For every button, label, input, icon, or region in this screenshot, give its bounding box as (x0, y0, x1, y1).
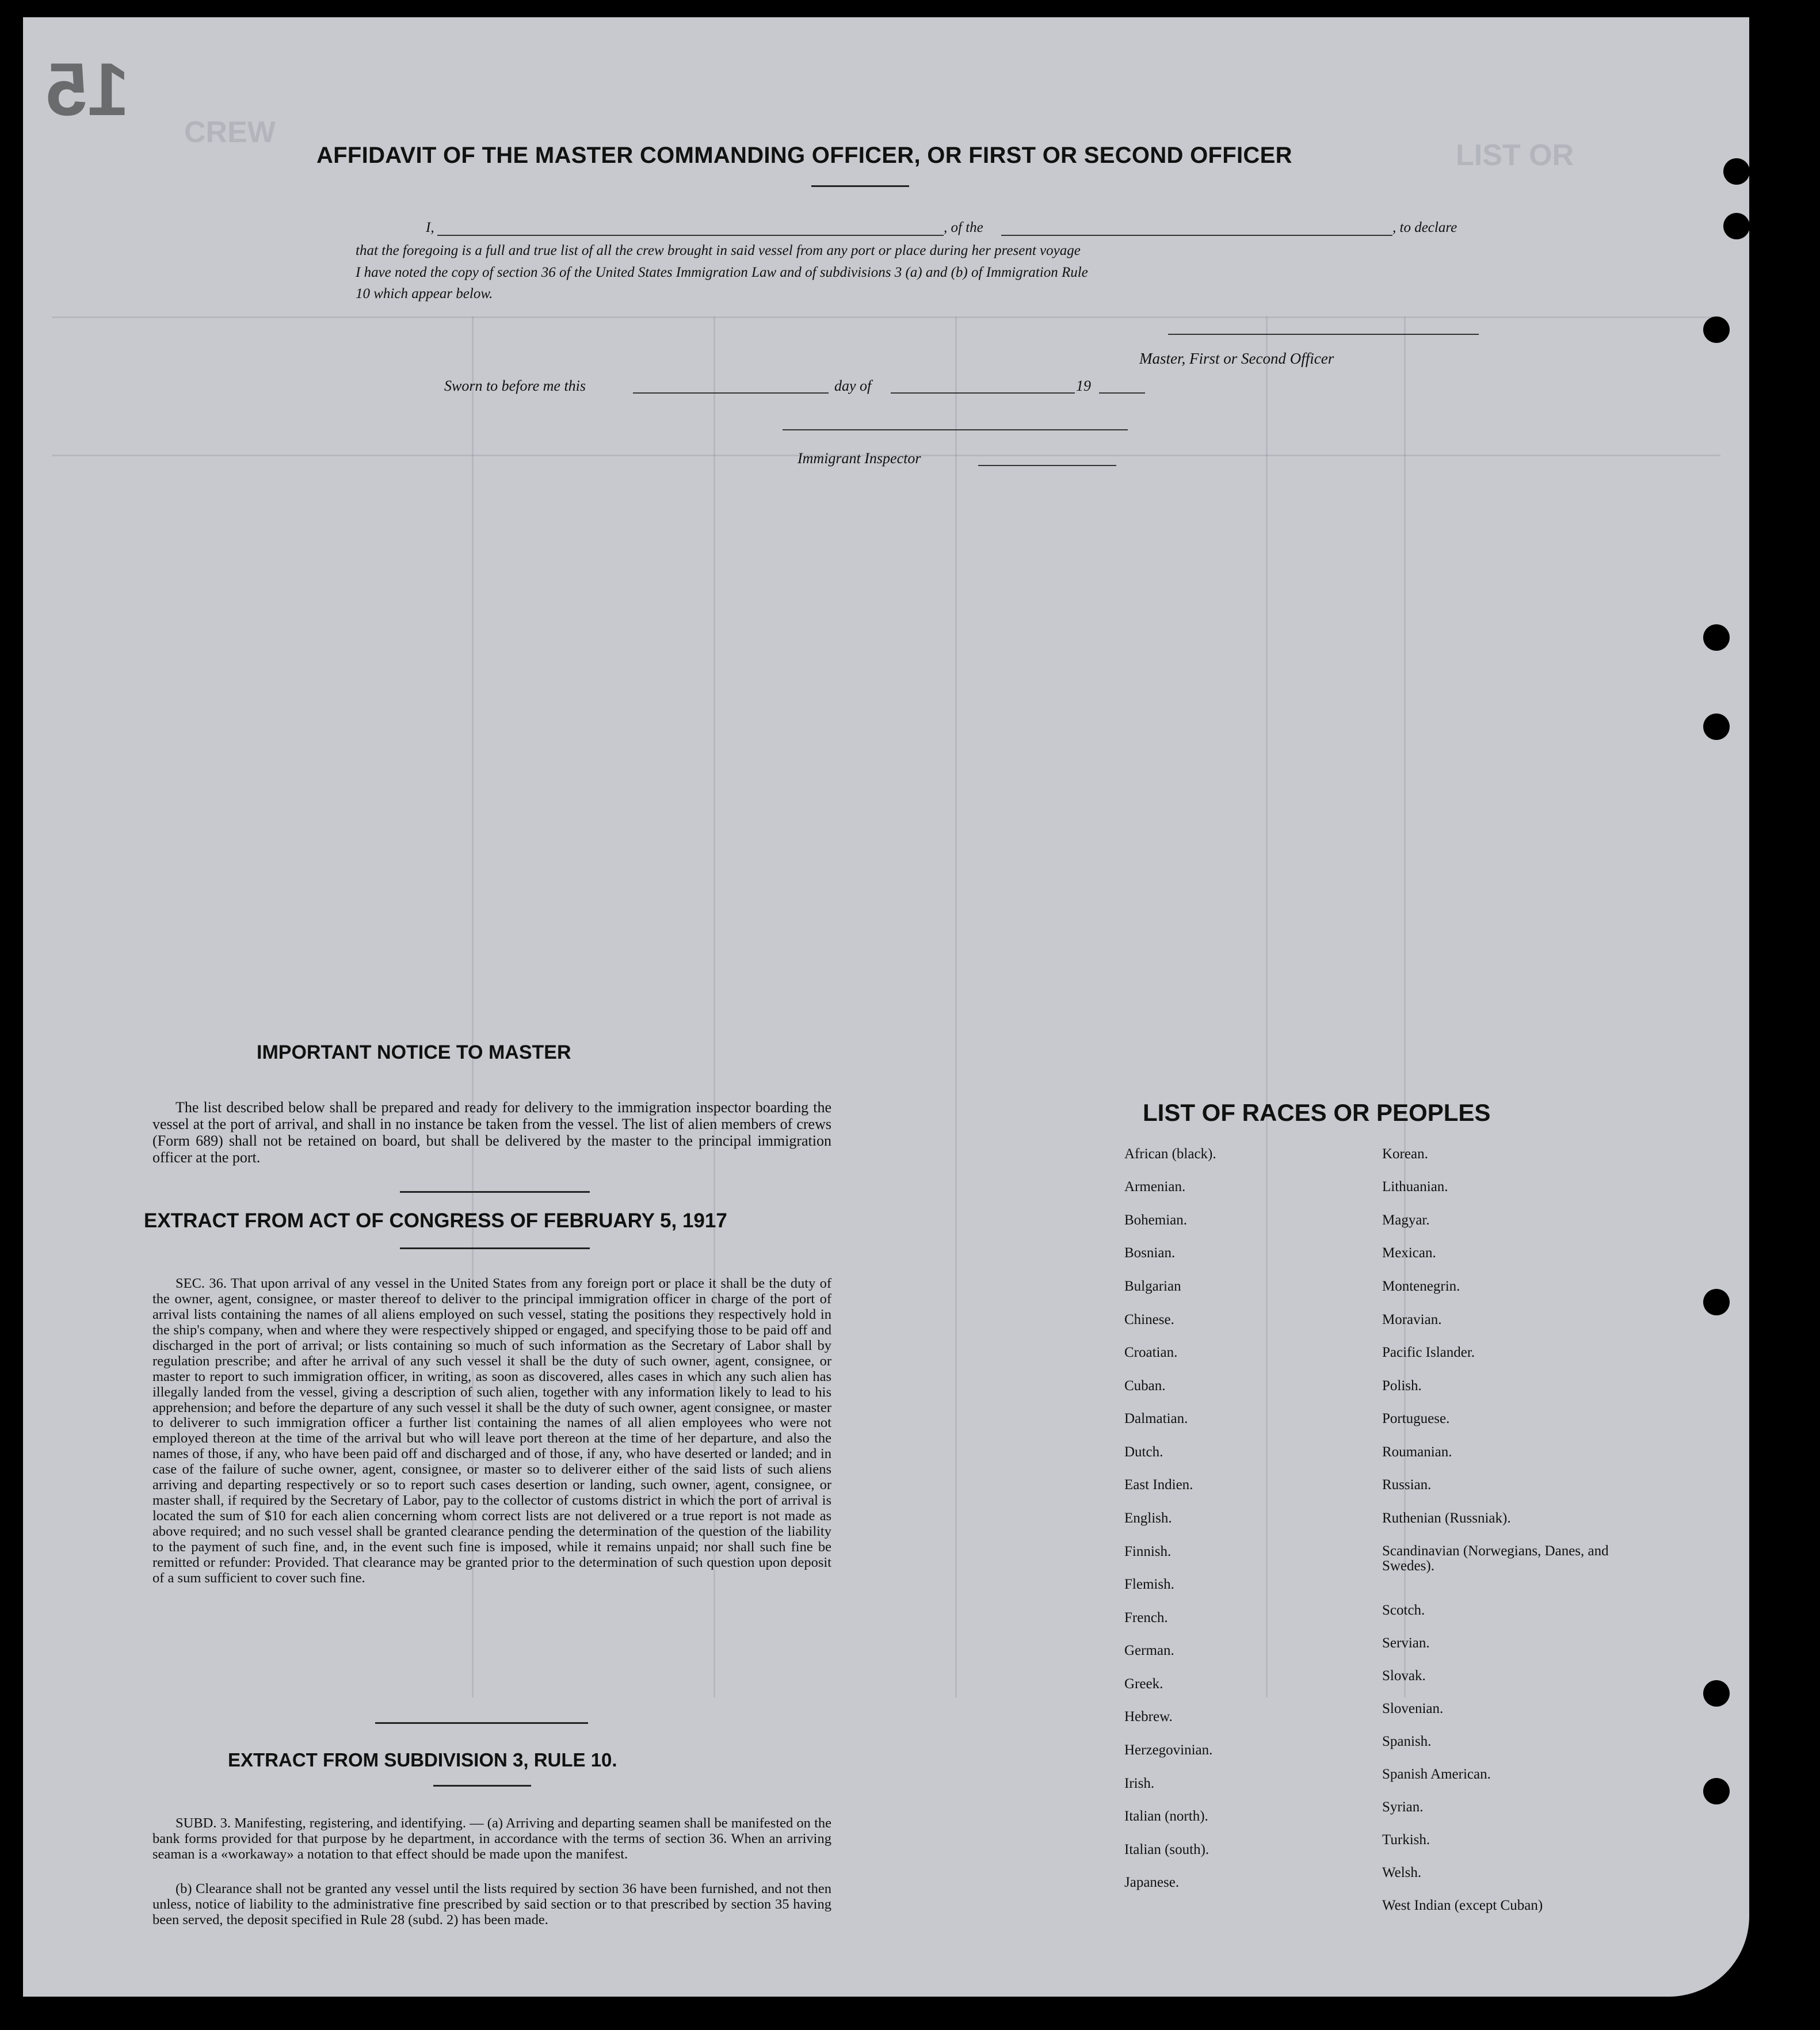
inspector-name-field[interactable] (978, 465, 1116, 466)
affidavit-line4: 10 which appear below. (356, 286, 493, 302)
race-item: Slovenian. (1382, 1701, 1444, 1716)
punch-hole (1703, 624, 1730, 651)
extract-rule-body-b: (b) Clearance shall not be granted any vessel until the lists required by section 36 have been furnished, and not then unless, notice of liability to the administrative fine prescribed by said section or to that prescribed by section 35 having been served, the deposit specified in Rule 28 (subd. 2) has been made. (152, 1881, 831, 1928)
race-item: Bosnian. (1124, 1245, 1176, 1261)
race-item: Korean. (1382, 1146, 1428, 1162)
sworn-day-of: day of (834, 377, 872, 394)
race-item: Italian (north). (1124, 1808, 1208, 1824)
sworn-prefix: Sworn to before me this (444, 377, 586, 394)
race-item: Polish. (1382, 1378, 1422, 1394)
affidavit-line2: that the foregoing is a full and true list of all the crew brought in said vessel from any port or place during her present voyage (356, 243, 1081, 258)
race-item: Syrian. (1382, 1799, 1424, 1815)
race-item: Armenian. (1124, 1179, 1186, 1195)
race-item: Montenegrin. (1382, 1279, 1460, 1294)
race-item: Dutch. (1124, 1444, 1163, 1460)
races-title: LIST OF RACES OR PEOPLES (1143, 1099, 1491, 1126)
race-item: Dalmatian. (1124, 1411, 1188, 1426)
extract-act-top-rule (400, 1191, 590, 1193)
notice-title: IMPORTANT NOTICE TO MASTER (257, 1041, 571, 1063)
inspector-signature-line[interactable] (783, 429, 1128, 430)
punch-hole (1723, 213, 1749, 239)
race-item: French. (1124, 1610, 1168, 1625)
race-item: Spanish American. (1382, 1766, 1491, 1782)
race-item: Flemish. (1124, 1577, 1174, 1592)
race-item: Scotch. (1382, 1602, 1425, 1618)
race-item: Turkish. (1382, 1832, 1430, 1848)
race-item: Greek. (1124, 1676, 1163, 1692)
punch-hole (1703, 316, 1730, 343)
affidavit-vessel-field[interactable] (1001, 235, 1392, 236)
race-item: Herzegovinian. (1124, 1742, 1213, 1758)
signature-label: Master, First or Second Officer (1139, 350, 1334, 367)
race-item: English. (1124, 1510, 1172, 1526)
sworn-month-field[interactable] (891, 392, 1075, 394)
race-item: Finnish. (1124, 1544, 1172, 1559)
bleed-grid-line (1266, 316, 1268, 1697)
extract-rule-body-a: SUBD. 3. Manifesting, registering, and identifying. — (a) Arriving and departing seamen shall be manifested on the bank forms provided for that purpose by he department, in accordance with the terms of section 36. When an arriving seaman is a «workaway» a notation to that effect should be made upon the manifest. (152, 1815, 831, 1862)
race-item: Moravian. (1382, 1312, 1442, 1327)
extract-act-body: SEC. 36. That upon arrival of any vessel in the United States from any foreign port or place it shall be the duty of the owner, agent, consignee, or master thereof to deliver to the principal immigration officer in charge of the port of arrival lists containing the names of all aliens employed on such vessel, stating the positions they respectively hold in the ship's company, when and where they were respectively shipped or engaged, and specifying those to be paid off and discharged in the port of arrival; or lists containing so much of such information as the Secretary of Labor shall by regulation prescribe; and after he arrival of any such vessel it shall be the duty of such owner, agent, consignee, or master to report to such immigration officer, in writing, as soon as discovered, alles cases in which any such alien has illegally landed from the vessel, giving a description of such alien, together with any information likely to lead to his apprehension; and before the departure of any such vessel it shall be the duty of such owner, agent consignee, or master to deliverer to such immigration officer a further list containing the names of all alien employees who were not employed thereon at the time of the arrival but who will leave port thereon at the time of her departure, and also the names of those, if any, who have been paid off and discharged and of those, if any, who have deserted or landed; and in case of the failure of suche owner, agent, consignee, or master so to deliverer either of the said lists of such aliens arriving and departing respectively or so to report such cases desertion or landing, such owner, agent, consignee, or master shall, if required by the Secretary of Labor, pay to the collector of customs district in which the port of arrival is located the sum of $10 for each alien concerning whom correct lists are not delivered or a true report is not made as above required; and no such vessel shall be granted clearance pending the determination of the question of the liability to the payment of such fine, and, in the event such fine is imposed, while it remains unpaid; nor shall such fine be remitted or refunder: Provided. That clearance may be granted prior to the determination of such question upon deposit of a sum sufficient to cover such fine. (152, 1276, 831, 1586)
affidavit-to-declare-label: , to declare (1392, 220, 1457, 235)
race-item: Roumanian. (1382, 1444, 1452, 1460)
race-item: Chinese. (1124, 1312, 1174, 1327)
race-item: Russian. (1382, 1477, 1432, 1493)
race-item: Portuguese. (1382, 1411, 1450, 1426)
race-item: German. (1124, 1643, 1174, 1658)
bleed-through-crew: CREW (184, 116, 276, 149)
race-item: Croatian. (1124, 1345, 1178, 1360)
bleed-grid-line (52, 316, 1720, 318)
punch-hole (1703, 713, 1730, 740)
race-item: Japanese. (1124, 1875, 1180, 1890)
race-item: Welsh. (1382, 1865, 1422, 1880)
manifest-page (23, 17, 1749, 1997)
race-item: Pacific Islander. (1382, 1345, 1475, 1360)
race-item: Ruthenian (Russniak). (1382, 1510, 1511, 1526)
race-item: Italian (south). (1124, 1842, 1209, 1857)
race-item: African (black). (1124, 1146, 1216, 1162)
bleed-grid-line (955, 316, 957, 1697)
affidavit-line3: I have noted the copy of section 36 of the United States Immigration Law and of subdivisions 3 (a) and (b) of Immigration Rule (356, 265, 1088, 280)
affidavit-title: AFFIDAVIT OF THE MASTER COMMANDING OFFICER, OR FIRST OR SECOND OFFICER (316, 143, 1292, 168)
race-item: Bohemian. (1124, 1212, 1188, 1228)
signature-line[interactable] (1168, 334, 1479, 335)
page-number-stamp: 15 (46, 47, 129, 131)
affidavit-of-the-label: , of the (944, 220, 983, 235)
race-item: Hebrew. (1124, 1709, 1173, 1724)
extract-rule-bottom-rule (433, 1785, 531, 1787)
extract-act-title: EXTRACT FROM ACT OF CONGRESS OF FEBRUARY 5, 1917 (144, 1209, 727, 1232)
race-item: Bulgarian (1124, 1279, 1181, 1294)
race-item: Irish. (1124, 1776, 1155, 1791)
race-item: Magyar. (1382, 1212, 1430, 1228)
sworn-year: 19 (1076, 377, 1091, 394)
extract-act-bottom-rule (400, 1247, 590, 1249)
punch-hole (1703, 1289, 1730, 1315)
notice-body: The list described below shall be prepared and ready for delivery to the immigration inspector boarding the vessel at the port of arrival, and shall in no instance be taken from the vessel. The list of alien members of crews (Form 689) shall not be retained on board, but shall be delivered by the master to the principal immigration officer at the port. (152, 1099, 831, 1166)
affidavit-name-field[interactable] (437, 235, 944, 236)
race-item: East Indien. (1124, 1477, 1193, 1493)
punch-hole (1703, 1680, 1730, 1707)
extract-rule-title: EXTRACT FROM SUBDIVISION 3, RULE 10. (228, 1749, 617, 1770)
sworn-year-field[interactable] (1099, 392, 1145, 394)
race-item: Cuban. (1124, 1378, 1166, 1394)
race-item: Mexican. (1382, 1245, 1436, 1261)
affidavit-title-rule (811, 185, 909, 187)
race-item: Spanish. (1382, 1734, 1432, 1749)
race-item: Lithuanian. (1382, 1179, 1448, 1195)
sworn-date-field[interactable] (633, 392, 829, 394)
punch-hole (1723, 158, 1749, 185)
race-item: Servian. (1382, 1635, 1430, 1651)
bleed-through-header: LIST OR (1456, 139, 1574, 172)
punch-hole (1703, 1778, 1730, 1804)
inspector-label: Immigrant Inspector (798, 450, 921, 467)
affidavit-i-label: I, (426, 220, 434, 235)
race-item: Scandinavian (Norwegians, Danes, and Swedes). (1382, 1543, 1609, 1574)
extract-rule-top-rule (375, 1722, 588, 1724)
race-item: West Indian (except Cuban) (1382, 1898, 1543, 1913)
race-item: Slovak. (1382, 1668, 1426, 1684)
